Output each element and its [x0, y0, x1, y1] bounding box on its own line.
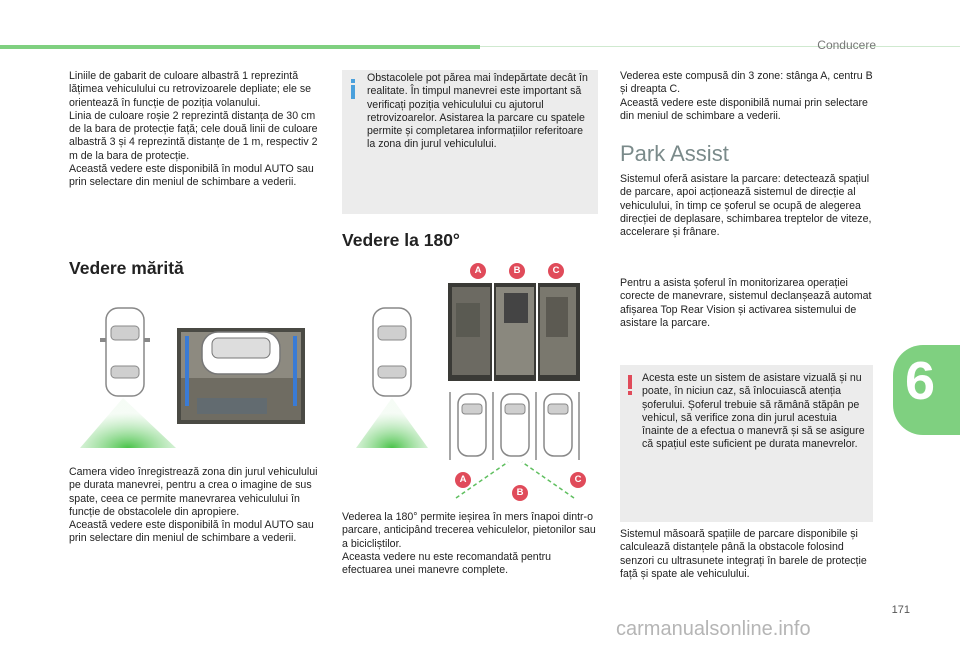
header-rule: [480, 46, 960, 47]
col1-text-top: [69, 70, 321, 190]
paragraph: Această vedere este disponibilă în modul AUTO sau prin selectare din meniul de schimbare a vederii.: [69, 163, 314, 189]
zone-badge-c: C: [570, 472, 586, 488]
paragraph: Pentru a asista șoferul în monitorizarea operației corecte de manevrare, sistemul declanșează automat afișarea Top Rear Vision și activarea sistemului de asistare la parcare.: [620, 277, 872, 329]
paragraph: Sistemul oferă asistare la parcare: detectează spațiul de parcare, apoi acționează sistemul de direcție al vehiculului, în timp ce șoferul se ocupă de alegerea direcției de deplasare, schimbarea treptelor de viteze, accelerare și frânare.: [620, 173, 872, 239]
zone-badge-a: A: [455, 472, 471, 488]
info-icon: [350, 79, 356, 99]
heading-park-assist: Park Assist: [620, 141, 729, 166]
warning-text: Acesta este un sistem de asistare vizuală și nu poate, în niciun caz, să înlocuiască atenția șoferului. Șoferul trebuie să rămână stăpân pe vehicul, să verifice zona din jurul acestuia înainte de a efectua o manevră și să se asigure că spațiul este suficient pe durata manevrelor.: [642, 372, 865, 451]
zone-badge-a: A: [470, 263, 486, 279]
zone-badge-b: B: [509, 263, 525, 279]
paragraph: Această vedere este disponibilă numai prin selectare din meniul de schimbare a vederii.: [620, 96, 868, 122]
zone-badge-b: B: [512, 485, 528, 501]
car-topview-illustration: [352, 300, 432, 450]
watermark: carmanualsonline.info: [616, 618, 811, 640]
paragraph: Linia de culoare roșie 2 reprezintă distanța de 30 cm de la bara de protecție față; cele două linii de culoare albastră 3 și 4 reprezintă distanțe de 1 m, respectiv 2 m de la bara de protecție.: [69, 109, 318, 162]
heading-vedere-180: Vedere la 180°: [342, 230, 460, 250]
chapter-number: 6: [905, 351, 936, 411]
section-title: Conducere: [817, 38, 876, 52]
paragraph: Liniile de gabarit de culoare albastră 1 reprezintă lățimea vehiculului cu retrovizoarele depliate; ele se orientează în funcție de poziția volanului.: [69, 70, 312, 109]
page-number: 171: [891, 604, 910, 616]
paragraph: Această vedere este disponibilă în modul AUTO sau prin selectare din meniul de schimbare a vederii.: [69, 519, 314, 545]
enlarged-view-camera-image: [177, 328, 305, 424]
col3-text-top: [620, 70, 873, 123]
header-accent-bar: [0, 45, 480, 49]
paragraph: Vederea la 180° permite ieșirea în mers înapoi dintr-o parcare, anticipând trecerea vehiculelor, pietonilor sau a bicicliștilor.: [342, 511, 596, 550]
warning-icon: [627, 375, 633, 395]
view-180-camera-image: [448, 283, 580, 381]
col1-text-bottom: [69, 466, 321, 546]
heading-vedere-marita: Vedere mărită: [69, 258, 184, 278]
paragraph: Aceasta vedere nu este recomandată pentru efectuarea unei manevre complete.: [342, 550, 552, 577]
paragraph: Camera video înregistrează zona din jurul vehiculului pe durata manevrei, pentru a crea o imagine de sus spate, ceea ce permite manevrarea vehiculului în funcție de obstacolele din apropiere.: [69, 466, 318, 518]
car-topview-illustration: [78, 300, 188, 450]
col2-text-bottom: [342, 511, 598, 577]
paragraph: Sistemul măsoară spațiile de parcare disponibile și calculează distanțele până la obstacole folosind senzori cu ultrasunete integrați în barele de protecție față și spate ale vehiculului.: [620, 528, 867, 580]
paragraph: Vederea este compusă din 3 zone: stânga A, centru B și dreapta C.: [620, 70, 873, 96]
zone-badge-c: C: [548, 263, 564, 279]
info-text: Obstacolele pot părea mai îndepărtate decât în realitate. În timpul manevrei este important să verificați poziția vehiculului cu ajutorul retrovizoarelor. Asistarea la parcare cu spatele permite și completarea informațiilor referitoare la zona din jurul vehiculului.: [367, 72, 588, 151]
